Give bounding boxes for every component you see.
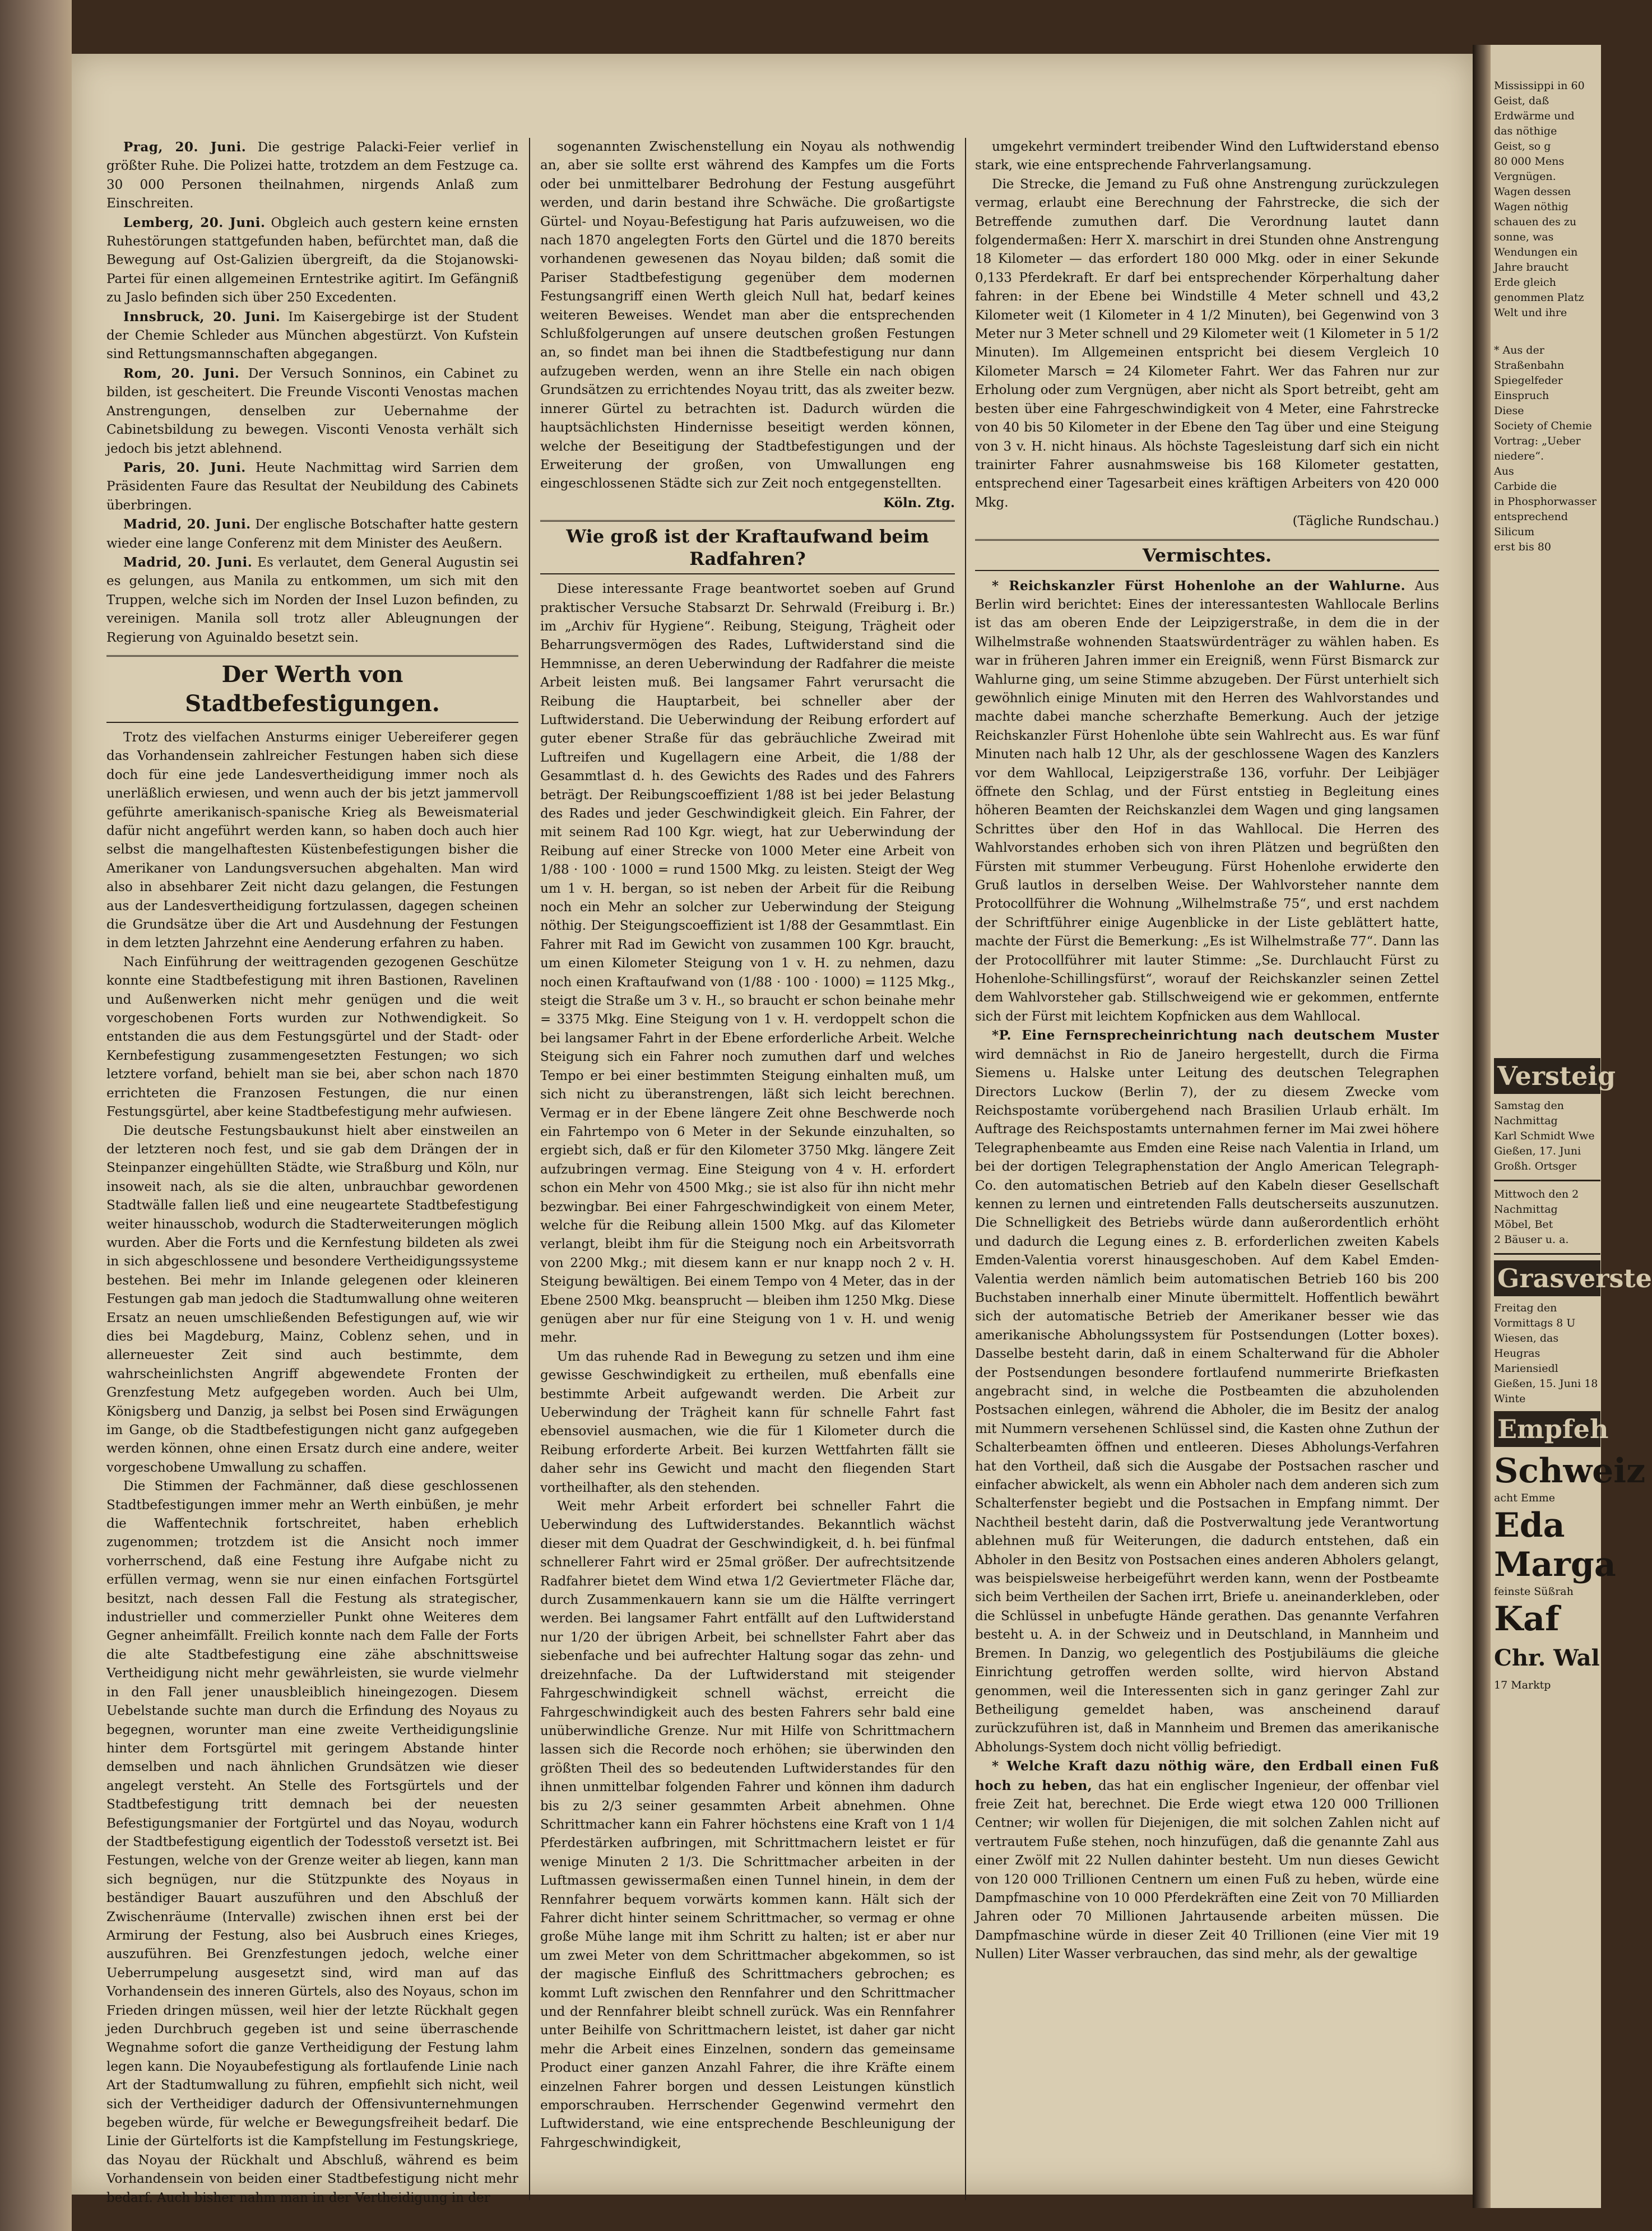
text-line: Geist, so g: [1494, 140, 1551, 152]
advertisements: [1494, 1054, 1652, 1693]
paragraph-text: sogenannten Zwischenstellung ein Noyau als nothwendig an, aber sie sollte erst während des Kampfes um die Forts oder bei unmittelbarer Bedrohung der Festung ausgeführt werden, und darin bestand ihre Schwäche. Die großartigste Gürtel- und Noyau-Befestigung hat Paris aufzuweisen, wo die nach 1870 angelegten Forts den Gürtel und die 1870 bereits vorhandenen gewesenen das Noyau bilden; daß somit die Pariser Stadtbefestigung gegenüber dem modernen Festungsangriff einen Werth gleich Null hat, bedarf keines weiteren Beweises. Wendet man aber die entsprechenden Schlußfolgerungen auf unsere deutschen großen Festungen an, so findet man bei ihnen die Stadtbefestigung nur dann aufzugeben werden, wenn an ihre Stelle ein nach obigen Grundsätzen zu errichtendes Noyau tritt, das als zweiter bezw. innerer Gürtel zu betrachten ist. Dadurch würden die hauptsächlichsten Hindernisse beseitigt werden können, welche der Beseitigung der Stadtbefestigungen und der Erweiterung der großen, von Umwallungen eng eingeschlossenen Städte sich zur Zeit noch entgegenstellten.: [540, 140, 955, 491]
ad-grasversteigerung-title: Grasverste: [1494, 1260, 1600, 1296]
column-3: [975, 138, 1439, 2200]
paragraph-text: Weit mehr Arbeit erfordert bei schneller Fahrt die Ueberwindung des Luftwiderstandes. Bekanntlich wächst dieser mit dem Quadrat der Geschwindigkeit, d. h. bei fünfmal schnellerer Fahrt wird er 25mal größer. Der aufrechtsitzende Radfahrer bietet dem Wind etwa 1/2 Geviertmeter Fläche dar, durch Zusammenkauern kann sie um die Hälfte verringert werden. Bei langsamer Fahrt entfällt auf den Luftwiderstand nur 1/20 der übrigen Arbeit, bei schnellster Fahrt aber das siebenfache und bei aufrechter Haltung sogar das zehn- und dreizehnfache. Da der Luftwiderstand mit steigender Fahrgeschwindigkeit schnell wächst, erreicht die Fahrgeschwindigkeit auch des besten Fahrers sehr bald eine unüberwindliche Grenze. Nur mit Hilfe von Schrittmachern lassen sich die Recorde noch erhöhen; sie überwinden den größten Theil des so bedeutenden Luftwiderstandes für den ihnen unmittelbar folgenden Fahrer und können ihm dadurch bis zu 2/3 seiner gesammten Arbeit abnehmen. Ohne Schrittmacher kann ein Fahrer höchstens eine Kraft von 1 1/4 Pferdestärken aufbringen, mit Schrittmachern leistet er für wenige Minuten 2 1/3. Die Schrittmacher arbeiten in der Luftmassen gewissermaßen einen Tunnel hinein, in dem der Rennfahrer bequem vorwärts kommen kann. Hält sich der Fahrer dicht hinter seinem Schrittmacher, so vermag er ohne große Mühe lange mit ihm Schritt zu halten; ist er aber nur um zwei Meter von dem Schrittmacher abgekommen, so ist der magische Einfluß des Schrittmachers gebrochen; es kommt Luft zwischen den Rennfahrer und den Schrittmacher und der Rennfahrer bleibt schnell zurück. Was ein Rennfahrer unter Beihilfe von Schrittmachern leistet, ist daher gar nicht mehr die Arbeit eines Einzelnen, sondern das gemeinsame Product einer ganzen Anzahl Fahrer, die ihre Kräfte einem einzelnen Fahrer borgen und dessen Leistungen künstlich emporschrauben. Herrschender Gegenwind vermehrt den Luftwiderstand, wie eine entsprechende Beschleunigung der Fahrgeschwindigkeit,: [540, 1499, 955, 2150]
paragraph: [106, 729, 518, 953]
text-line: Mariensiedl: [1494, 1362, 1558, 1375]
source-koelnische-zeitung: Köln. Ztg.: [883, 495, 955, 511]
paragraph-text: Die Strecke, die Jemand zu Fuß ohne Anstrengung zurückzulegen vermag, erlaubt eine Berechnung der Fahrstrecke, die sich der Betreffende zumuthen darf. Die Verordnung lautet dann folgendermaßen: Herr X. marschirt in drei Stunden ohne Anstrengung 18 Kilometer — das erfordert 180 000 Mkg. oder in einer Sekunde 0,133 Pferdekraft. Er darf bei entsprechender Körperhaltung daher fahren: in der Ebene bei Windstille 4 Meter schnell und 43,2 Kilometer weit (1 Kilometer in 4 1/2 Minuten), bei Gegenwind von 3 Meter nur 3 Meter schnell und 29 Kilometer weit (1 Kilometer in 5 1/2 Minuten). Im Allgemeinen entspricht bei diesem Vergleich 10 Kilometer Marsch = 24 Kilometer Fahrt. Wer das Fahren nur zur Erholung oder zum Vergnügen, aber nicht als Sport betreibt, geht am besten über eine Fahrgeschwindigkeit von 4 Meter, eine Fahrstrecke von 40 bis 50 Kilometer in der Ebene den Tag über und eine Steigung von 3 v. H. nicht hinaus. Als höchste Tagesleistung darf sich ein nicht trainirter Fahrer ausnahmsweise bis 168 Kilometer gestatten, entsprechend einer Tagesarbeit eines kräftigen Arbeiters von 420 000 Mkg.: [975, 177, 1439, 510]
paragraph: [106, 515, 518, 553]
text-line: Nachmittag: [1494, 1115, 1558, 1127]
paragraph: [540, 1497, 955, 2153]
paragraph-lead: Madrid, 20. Juni.: [123, 554, 253, 570]
text-line: sonne, was: [1494, 231, 1554, 243]
paragraph: [975, 175, 1439, 512]
paragraph: [106, 138, 518, 214]
paragraph: [106, 1477, 518, 2207]
paragraph-text: Die deutsche Festungsbaukunst hielt aber einstweilen an der letzteren noch fest, und sie gab dem Drängen der in Steinpanzer eingehüllten Städte, wie Straßburg und Köln, nur insoweit nach, als sie die alten, unbrauchbar gewordenen Stadtwälle fallen ließ und eine neugeartete Stadtbefestigung weiter hinausschob, wodurch die Stadterweiterungen möglich wurden. Aber die Forts und die Kernfestung bildeten als zwei in sich abgeschlossene und besondere Vertheidigungssysteme bestehen. Bei mehr im Inlande gelegenen oder kleineren Festungen gab man jedoch die Stadtumwallung ohne weiteren Ersatz an neuen umschließenden Befestigungen auf, wie wir dies bei Magdeburg, Mainz, Coblenz sehen, und in allerneuester Zeit sind auch bestimmte, dem wahrscheinlichsten Angriff abgewendete Fronten der Grenzfestung Metz aufgegeben worden. Auch bei Ulm, Königsberg und Danzig, ja selbst bei Posen sind Erwägungen im Gange, ob die Stadtbefestigungen nicht ganz aufgegeben werden können, ohne einen Ersatz durch eine andere, weiter vorgeschobene Umwallung zu schaffen.: [106, 1123, 518, 1475]
paragraph-text: Um das ruhende Rad in Bewegung zu setzen und ihm eine gewisse Geschwindigkeit zu ertheilen, muß ebenfalls eine bestimmte Arbeit aufgewandt werden. Die Arbeit zur Ueberwindung der Trägheit kann für schnelle Fahrt fast ebensoviel ausmachen, wie die für 1 Kilometer durch die Reibung erforderte Arbeit. Bei kurzen Wettfahrten fällt sie daher sehr ins Gewicht und macht den fliegenden Start vortheilhafter, als den stehenden.: [540, 1349, 955, 1495]
text-line: * Aus der: [1494, 344, 1544, 356]
paragraph-text: das hat ein englischer Ingenieur, der offenbar viel freie Zeit hat, berechnet. Die Erde wiegt etwa 120 000 Trillionen Centner; wir wollen für Diejenigen, die mit solchen Zahlen nicht auf vertrautem Fuße stehen, noch hinzufügen, daß die genannte Zahl aus einer Zwölf mit 22 Nullen dahinter besteht. Um nun dieses Gewicht von 120 000 Trillionen Centnern um einen Fuß zu heben, würde eine Dampfmaschine von 10 000 Pferdekräften eine Zeit von 70 Milliarden Jahren oder 70 Millionen Jahrtausende arbeiten müssen. Die Dampfmaschine würde in dieser Zeit 40 Trillionen (eine Vier mit 19 Nullen) Liter Wasser verbrauchen, das sind mehr, als der gewaltige: [975, 1778, 1439, 1962]
text-line: Wagen dessen: [1494, 185, 1571, 198]
paragraph-text: Der Versuch Sonninos, ein Cabinet zu bilden, ist gescheitert. Die Freunde Visconti Venostas machen Anstrengungen, denselben zur Uebernahme der Cabinetsbildung zu bewegen. Visconti Venosta verhält sich jedoch bis jetzt ablehnend.: [106, 366, 518, 456]
paragraph-text: Obgleich auch gestern keine ernsten Ruhestörungen stattgefunden haben, befürchtet man, daß die Bewegung auf Ost-Galizien übergreift, da die Stojanowski-Partei für einen allgemeinen Erntestrike agitirt. Im Gefängniß zu Jaslo befinden sich über 250 Excedenten.: [106, 215, 518, 305]
text-line: Vergnügen.: [1494, 170, 1556, 183]
ad-margarine: Marga: [1494, 1545, 1616, 1584]
paragraph-lead: * Welche Kraft dazu nöthig wäre, den Erdball einen Fuß hoch zu heben,: [975, 1759, 1439, 1793]
ad-kaffee: Kaf: [1494, 1599, 1560, 1639]
article-radfahren: [540, 580, 955, 2153]
text-line: Freitag den: [1494, 1302, 1557, 1314]
paragraph: [540, 1348, 955, 1497]
paragraph-text: umgekehrt vermindert treibender Wind den Luftwiderstand ebenso stark, wie eine entsprechende Fahrverlangsamung.: [975, 140, 1439, 173]
paragraph-text: Nach Einführung der weittragenden gezogenen Geschütze konnte eine Stadtbefestigung mit ihren Bastionen, Ravelinen und Außenwerken nicht mehr genügen und die weit vorgeschobenen Forts wurden zur Nothwendigkeit. So entstanden die aus dem Festungsgürtel und der Stadt- oder Kernbefestigung zusammengesetzten Festungen; wo sich letztere vorfand, behielt man sie bei, aber schon nach 1870 errichteten die Franzosen Festungen, die nur einen Festungsgürtel, aber keine Stadtbefestigung mehr aufwiesen.: [106, 954, 518, 1120]
text-line: Carbide die: [1494, 480, 1557, 493]
next-page-text: [1494, 78, 1600, 555]
paragraph-text: Trotz des vielfachen Ansturms einiger Uebereiferer gegen das Vorhandensein zahlreicher Festungen haben sich diese doch für eine jede Landesvertheidigung immer noch als unerläßlich erwiesen, und wenn auch der bis jetzt jammervoll geführte amerikanisch-spanische Krieg als Beweismaterial dafür nicht angeführt werden kann, so haben doch auch hier selbst die mangelhaftesten Küstenbefestigungen bisher die Amerikaner von Landungsversuchen abgehalten. Man wird also in absehbarer Zeit nicht dazu gelangen, die Festungen aus der Landesvertheidigung fortzulassen, dagegen scheinen die Grundsätze über die Art und Ausdehnung der Festungen in dem letzten Jahrzehnt eine Aenderung erfahren zu haben.: [106, 730, 518, 951]
text-line: Wendungen ein: [1494, 246, 1578, 258]
section-title-vermischtes: Vermischtes.: [975, 539, 1439, 571]
ad-merchant-name: Chr. Wal: [1494, 1645, 1600, 1671]
text-line: erst bis 80: [1494, 541, 1551, 553]
ad-versteigerung: [1494, 1098, 1600, 1174]
ad-line: feinste Süßrah: [1494, 1585, 1574, 1598]
text-line: Spiegelfeder: [1494, 374, 1563, 387]
text-line: Vortrag: „Ueber: [1494, 435, 1581, 447]
book-gutter: [1473, 45, 1491, 2208]
article-title-stadtbefestigungen: Der Werth von Stadtbefestigungen.: [106, 655, 518, 723]
paragraph-lead: Madrid, 20. Juni.: [123, 517, 251, 532]
paragraph-text: Im Kaisergebirge ist der Student der Chemie Schleder aus München abgestürzt. Von Kufstein sind Rettungsmannschaften abgegangen.: [106, 309, 519, 362]
ad-edamer: Eda: [1494, 1506, 1565, 1545]
column-1: [106, 138, 519, 2205]
paragraph: [975, 1026, 1439, 1757]
paragraph-lead: Innsbruck, 20. Juni.: [123, 309, 281, 324]
column-2: [540, 138, 955, 2200]
text-line: Wagen nöthig: [1494, 201, 1569, 213]
paragraph-text: wird demnächst in Rio de Janeiro hergestellt, durch die Firma Siemens u. Halske unter Leitung des deutschen Telegraphen Directors Luckow (Berlin 7), der zu diesem Zwecke vom Reichspostamte vorübergehend nach Brasilien Urlaub erhält. Im Auftrage des Reichspostamts unternahmen ferner im Mai zwei höhere Telegraphenbeamte aus Emden eine Reise nach Valentia in Irland, um bei der dortigen Telegraphenstation der Anglo American Telegraph-Co. den automatischen Betrieb auf den Kabeln dieser Gesellschaft kennen zu lernen und eintretenden Falls deutscherseits auszunutzen. Die Schnelligkeit des Betriebs würde dann außerordentlich erhöht und dadurch die Legung eines z. B. erforderlichen zweiten Kabels Emden-Valentia vorerst hinausgeschoben. Auf dem Kabel Emden-Valentia werden nämlich beim automatischen Betrieb 160 bis 200 Buchstaben innerhalb einer Minute übermittelt. Hoffentlich bewährt sich der automatische Betrieb der Amerikaner besser wie das amerikanische Abholungssystem für Postsendungen (Lotter boxes). Dasselbe besteht darin, daß in einem Schalterwand für die Abholer der Postsendungen besondere fortlaufend nummerirte Briefkasten angebracht sind, in welche die Postbeamten die abzuholenden Postsachen einlegen, während die Abholer, die im Besitz der analog mit Nummern versehenen Schlüssel sind, die Kasten ohne Zuthun der Schalterbeamten öffnen und entleeren. Dieses Abholungs-Verfahren hat den Vortheil, daß sich die Ausgabe der Postsachen rascher und einfacher abwickelt, als wenn ein Abholer nach dem anderen sich zum Schalterfenster begiebt und die Postsachen in Empfang nimmt. Der Nachtheil besteht darin, daß die Postverwaltung jede Verantwortung ablehnen muß für Weiterungen, die dadurch entstehen, daß ein Abholer in den Besitz von Postsachen eines anderen Abholers gelangt, was beispielsweise herbeigeführt werden kann, wenn der Postbeamte sich beim Vertheilen der Sachen irrt, Briefe u. aneinanderkleben, oder die Schlüssel in unbefugte Hände gerathen. Das genannte Verfahren besteht u. A. in der Schweiz und in Deutschland, in Mannheim und Bremen. In Danzig, wo gelegentlich des Postjubiläums die gleiche Einrichtung getroffen werden sollte, wird hiervon Abstand genommen, weil die Interessenten sich in ganz geringer Zahl zur Betheiligung gemeldet haben, was anscheinend darauf zurückzuführen ist, daß in Mannheim und Bremen das amerikanische Abholungs-System doch nicht völlig befriedigt.: [975, 1047, 1439, 1755]
book-binding-left: [0, 0, 72, 2231]
text-line: Wiesen, das: [1494, 1332, 1559, 1344]
ad-empfehlung-title: Empfeh: [1494, 1411, 1600, 1447]
paragraph-text: Es verlautet, dem General Augustin sei es gelungen, aus Manila zu entkommen, um sich mit den Truppen, welche sich im Norden der Insel Luzon befinden, zu vereinigen. Manila soll trotz aller Ableugnungen der Regierung von Aguinaldo besetzt sein.: [106, 555, 518, 645]
paragraph: [106, 214, 518, 308]
ad-grasversteigerung: [1494, 1301, 1600, 1407]
article-title-radfahren: Wie groß ist der Kraftaufwand beim Radfahren?: [540, 520, 955, 574]
paragraph: [975, 1757, 1439, 1964]
text-line: Welt und ihre: [1494, 307, 1567, 319]
paragraph-text: Der englische Botschafter hatte gestern wieder eine lange Conferenz mit dem Minister des Aeußern.: [106, 517, 518, 551]
column-rule: [529, 138, 530, 2200]
text-line: 2 Bäuser u. a.: [1494, 1233, 1569, 1246]
text-line: Nachmittag: [1494, 1203, 1558, 1216]
paragraph: [540, 580, 955, 1348]
text-line: Winte: [1494, 1393, 1526, 1405]
ad-line: 17 Marktp: [1494, 1679, 1551, 1691]
text-line: in Phosphorwasser: [1494, 495, 1597, 508]
text-line: Großh. Ortsger: [1494, 1160, 1577, 1172]
text-line: Vormittags 8 U: [1494, 1317, 1576, 1329]
text-line: das nöthige: [1494, 125, 1557, 137]
text-line: Erde gleich: [1494, 276, 1556, 289]
text-line: Gießen, 17. Juni: [1494, 1145, 1581, 1157]
text-line: Mississippi in 60: [1494, 80, 1585, 92]
text-line: Samstag den: [1494, 1100, 1564, 1112]
paragraph-lead: Lemberg, 20. Juni.: [123, 215, 266, 230]
paragraph: [540, 138, 955, 494]
text-line: Möbel, Bet: [1494, 1218, 1553, 1231]
text-line: Karl Schmidt Wwe: [1494, 1130, 1595, 1142]
text-line: Aus: [1494, 465, 1514, 477]
paragraph-text: Diese interessante Frage beantwortet soeben auf Grund praktischer Versuche Stabsarzt Dr. Sehrwald (Freiburg i. Br.) im „Archiv für Hygiene“. Reibung, Steigung, Trägheit oder Beharrungsvermögen des Rades, Luftwiderstand sind die Hemmnisse, an deren Ueberwindung der Radfahrer die meiste Arbeit leisten muß. Bei langsamer Fahrt verursacht die Reibung die Hauptarbeit, bei schneller aber der Luftwiderstand. Die Ueberwindung der Reibung erfordert auf guter ebener Straße für das gebräuchliche Zweirad mit Luftreifen und Kugellagern eine Arbeit, die 1/88 der Gesammtlast d. h. des Gewichts des Rades und des Fahrers beträgt. Der Reibungscoeffizient 1/88 ist bei jeder Belastung des Rades und jeder Geschwindigkeit gleich. Ein Fahrer, der mit seinem Rad 100 Kgr. wiegt, hat zur Ueberwindung der Reibung auf einer Strecke von 1000 Meter eine Arbeit von 1/88 · 100 · 1000 = rund 1500 Mkg. zu leisten. Steigt der Weg um 1 v. H. bergan, so ist neben der Arbeit für die Reibung noch ein Mehr an solcher zur Ueberwindung der Steigung nöthig. Der Steigungscoeffizient ist 1/88 der Gesammtlast. Ein Fahrer mit Rad im Gewicht von zusammen 100 Kgr. braucht, um einen Kilometer Steigung von 1 v. H. zu nehmen, dazu noch einen Kraftaufwand von (1/88 · 100 · 1000) = 1125 Mkg., steigt die Straße um 3 v. H., so braucht er schon beinahe mehr = 3375 Mkg. Eine Steigung von 1 v. H. verdoppelt schon die bei langsamer Fahrt in der Ebene erforderliche Arbeit. Welche Steigung sich ein Fahrer noch zumuthen darf und welches Tempo er bei einer bestimmten Steigung einhalten muß, um sich nicht zu überanstrengen, läßt sich leicht berechnen. Vermag er in der Ebene längere Zeit ohne Beschwerde noch ein Fahrtempo von 6 Meter in der Sekunde einzuhalten, so ergiebt sich, daß er für den Kilometer 3750 Mkg. längere Zeit aufzubringen vermag. Eine Steigung von 4 v. H. erfordert schon ein Mehr von 4500 Mkg.; sie ist also für ihn nicht mehr bezwingbar. Bei einer Fahrgeschwindigkeit von einem Meter, welche für die Reibung allein 1500 Mkg. auf das Kilometer verlangt, bleibt ihm für die Steigung noch ein Arbeitsvorrath von 2200 Mkg.; mit diesem kann er nur knapp noch 2 v. H. Steigung bewältigen. Bei einem Tempo von 4 Meter, das in der Ebene 2500 Mkg. beansprucht — bleiben ihm 1250 Mkg. Diese genügen aber nur für eine Steigung von 1 v. H. und wenig mehr.: [540, 582, 955, 1346]
paragraph-lead: Prag, 20. Juni.: [123, 140, 247, 155]
text-line: genommen Platz: [1494, 291, 1584, 304]
paragraph-text: Die gestrige Palacki-Feier verlief in größter Ruhe. Die Polizei hatte, trotzdem an dem Festzuge ca. 30 000 Personen theilnahmen, nirgends Anlaß zum Einschreiten.: [106, 140, 519, 211]
paragraph-text: Die Stimmen der Fachmänner, daß diese geschlossenen Stadtbefestigungen immer mehr an Werth einbüßen, je mehr die Waffentechnik fortschreitet, haben erheblich zugenommen; trotzdem ist die Ansicht noch immer vorherrschend, daß eine Festung ihre Aufgabe nicht zu erfüllen vermag, wenn sie nur einen einfachen Fortsgürtel besitzt, nach dessen Fall die Festung als strategischer, industrieller und commerzieller Punkt ohne Weiteres dem Gegner anheimfällt. Freilich konnte nach dem Falle der Forts die alte Stadtbefestigung eine zähe abschnittsweise Vertheidigung nicht mehr gewährleisten, sie wurde vielmehr in den Fall jener unausbleiblich hineingezogen. Diesem Uebelstande suchte man durch die Erfindung des Noyaus zu begegnen, worunter man eine zweite Vertheidigungslinie hinter dem Fortsgürtel mit geringem Abstande hinter demselben und nach ähnlichen Grundsätzen wie dieser angelegt versteht. An Stelle des Fortsgürtels und der Stadtbefestigung tritt demnach bei der neuesten Befestigungsmanier der Fortgürtel und das Noyau, wodurch der Stadtbefestigung eigentlich der Todesstoß versetzt ist. Bei Festungen, welche von der Grenze weiter ab liegen, kann man sich begnügen, nur die Stützpunkte des Noyaus in beständiger Bauart auszuführen und den Abschluß der Zwischenräume (Intervalle) zwischen ihnen erst bei der Armirung der Festung, also bei Ausbruch eines Krieges, auszuführen. Bei Grenzfestungen jedoch, welche einer Ueberrumpelung ausgesetzt sind, wird man auf das Vorhandensein des inneren Gürtels, also des Noyaus, schon im Frieden dringen müssen, weil hier der letzte Rückhalt gegen jeden Durchbruch gegeben ist und seine überraschende Wegnahme sofort die ganze Vertheidigung der Festung lahm legen kann. Die Noyaubefestigung als fortlaufende Linie nach Art der Stadtumwallung zu führen, empfiehlt sich nicht, weil sich der Vertheidiger dadurch der Offensivunternehmungen begeben würde, für welche er Bewegungsfreiheit bedarf. Die Linie der Gürtelforts ist die Kampfstellung im Festungskriege, das Noyau der Rückhalt und Abschluß, während es beim Vorhandensein von beiden einer Stadtbefestigung nicht mehr bedarf. Auch bisher nahm man in der Vertheidigung in der: [106, 1479, 518, 2205]
paragraph-text: Aus Berlin wird berichtet: Eines der interessantesten Wahllocale Berlins ist das am oberen Ende der Leipzigerstraße, in dem die in der Wilhelmstraße wohnenden Staatswürdenträger zu wählen haben. Es war in früheren Jahren immer ein Ereigniß, wenn Fürst Bismarck zur Wahlurne ging, um seine Stimme abzugeben. Der Fürst unterhielt sich gewöhnlich einige Minuten mit den Herren des Wahlvorstandes und machte dabei manche scherzhafte Bemerkung. Auch der jetzige Reichskanzler Fürst Hohenlohe übte sein Wahlrecht aus. Es war fünf Minuten nach halb 12 Uhr, als der geschlossene Wagen des Kanzlers vor dem Wahllocal, Leipzigerstraße 136, vorfuhr. Der Leibjäger öffnete den Schlag, und der Fürst entstieg in Begleitung eines höheren Beamten der Reichskanzlei dem Wagen und ging langsamen Schrittes über den Hof in das Wahllocal. Die Herren des Wahlvorstandes erhoben sich von ihren Plätzen und begrüßten den Fürsten mit stummer Verbeugung. Fürst Hohenlohe erwiderte den Gruß lautlos in derselben Weise. Der Wahlvorsteher nannte dem Protocollführer die Wohnung „Wilhelmstraße 75“, und erst nachdem der Schriftführer einige Augenblicke in der Liste geblättert hatte, machte der Fürst die Bemerkung: „Es ist Wilhelmstraße 77“. Dann las der Protocollführer mit lauter Stimme: „Se. Durchlaucht Fürst zu Hohenlohe-Schillingsfürst“, worauf der Reichskanzler seinen Zettel dem Wahlvorsteher gab. Stillschweigend wie er gekommen, entfernte sich der Fürst mit leichtem Kopfnicken aus dem Wahllocal.: [975, 578, 1440, 1024]
article-stadtbefestigungen: [106, 729, 518, 2207]
ad-divider: [1494, 1253, 1600, 1255]
text-line: niedere“.: [1494, 450, 1544, 462]
text-line: Society of Chemie: [1494, 420, 1592, 432]
text-line: Jahre braucht: [1494, 261, 1569, 273]
text-line: entsprechend: [1494, 511, 1568, 523]
ad-mittwoch: [1494, 1187, 1600, 1247]
article-continuation: [540, 138, 955, 494]
paragraph: [106, 953, 518, 1122]
text-line: Heugras: [1494, 1347, 1540, 1360]
text-line: Geist, daß: [1494, 95, 1549, 107]
text-line: 80 000 Mens: [1494, 155, 1565, 168]
paragraph-lead: Rom, 20. Juni.: [123, 365, 240, 381]
paragraph-lead: Paris, 20. Juni.: [123, 460, 246, 475]
text-line: Diese: [1494, 405, 1524, 417]
paragraph-lead: *P. Eine Fernsprecheinrichtung nach deutschem Muster: [992, 1028, 1439, 1043]
ad-divider: [1494, 1180, 1600, 1181]
text-line: Mittwoch den 2: [1494, 1188, 1579, 1200]
ad-versteigerung-title: Versteig: [1494, 1058, 1600, 1094]
text-line: Einspruch: [1494, 389, 1549, 402]
paragraph: [106, 308, 518, 364]
next-page-edge: [1491, 45, 1652, 2208]
vermischtes-items: [975, 577, 1439, 1964]
text-line: schauen des zu: [1494, 216, 1577, 228]
ad-line: acht Emme: [1494, 1492, 1556, 1504]
text-line: Silicum: [1494, 526, 1535, 538]
text-line: Gießen, 15. Juni 18: [1494, 1377, 1598, 1390]
source-taegliche-rundschau: (Tägliche Rundschau.): [1292, 514, 1439, 529]
paragraph-lead: * Reichskanzler Fürst Hohenlohe an der Wahlurne.: [992, 578, 1406, 593]
newspaper-page: [72, 54, 1473, 2205]
column-rule: [965, 138, 966, 2200]
article-radfahren-continuation: [975, 138, 1439, 512]
text-line: Erdwärme und: [1494, 110, 1575, 122]
paragraph: [106, 364, 518, 458]
paragraph-text: Heute Nachmittag wird Sarrien dem Präsidenten Faure das Resultat der Neubildung des Cabinets überbringen.: [106, 460, 518, 513]
paragraph: [975, 138, 1439, 175]
paragraph: [975, 577, 1439, 1027]
paragraph: [106, 553, 518, 647]
spacer: [1494, 321, 1600, 343]
text-line: Straßenbahn: [1494, 359, 1565, 372]
news-briefs: [106, 138, 518, 647]
paragraph: [106, 1122, 518, 1478]
ad-schweizer: Schweiz: [1494, 1451, 1646, 1491]
paragraph: [106, 458, 518, 515]
